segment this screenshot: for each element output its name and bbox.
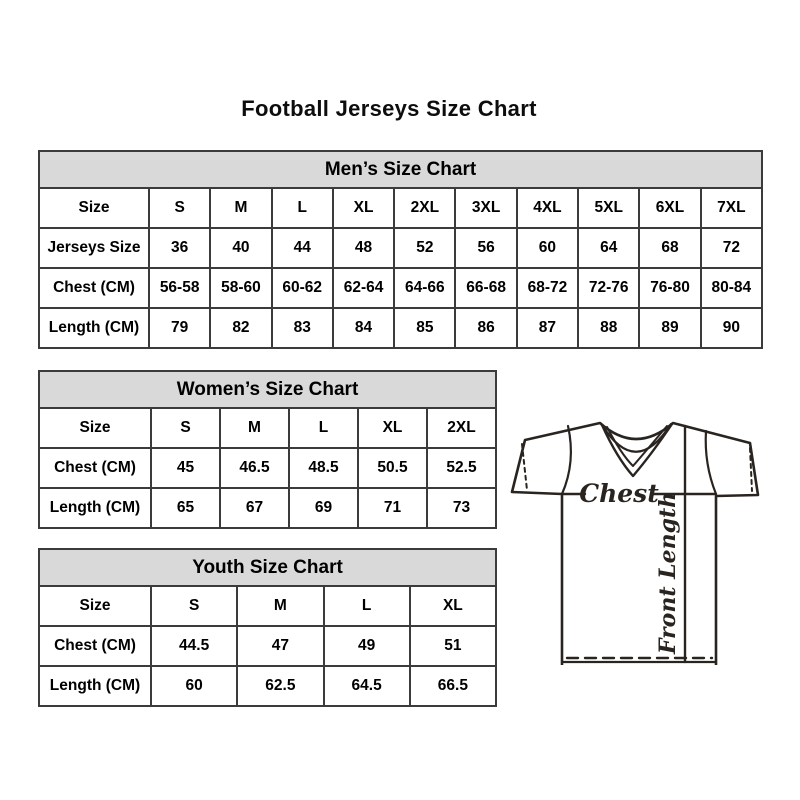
cell-value: 71 bbox=[358, 488, 427, 528]
cell-value: 48 bbox=[333, 228, 394, 268]
jersey-measurement-diagram bbox=[505, 410, 760, 665]
right-armhole-seam bbox=[706, 431, 716, 494]
cell-value: 7XL bbox=[701, 188, 762, 228]
table-title-row bbox=[39, 549, 496, 586]
cell-value: XL bbox=[410, 586, 496, 626]
cell-value: 76-80 bbox=[639, 268, 700, 308]
row-label: Size bbox=[39, 188, 149, 228]
youth-size-table bbox=[38, 548, 497, 707]
row-label: Jerseys Size bbox=[39, 228, 149, 268]
table-row bbox=[39, 666, 496, 706]
cell-value: 60-62 bbox=[272, 268, 333, 308]
cell-value: 89 bbox=[639, 308, 700, 348]
table-row bbox=[39, 268, 762, 308]
cell-value: S bbox=[151, 586, 237, 626]
cell-value: 36 bbox=[149, 228, 210, 268]
table-title: Women’s Size Chart bbox=[39, 371, 496, 408]
cell-value: 66-68 bbox=[455, 268, 516, 308]
cell-value: 2XL bbox=[394, 188, 455, 228]
table-row bbox=[39, 448, 496, 488]
cell-value: 66.5 bbox=[410, 666, 496, 706]
left-armhole-seam bbox=[562, 426, 571, 494]
cell-value: S bbox=[151, 408, 220, 448]
table-row bbox=[39, 308, 762, 348]
cell-value: 56-58 bbox=[149, 268, 210, 308]
row-label: Length (CM) bbox=[39, 666, 151, 706]
cell-value: 65 bbox=[151, 488, 220, 528]
row-label: Length (CM) bbox=[39, 308, 149, 348]
cell-value: 51 bbox=[410, 626, 496, 666]
table-row bbox=[39, 488, 496, 528]
cell-value: L bbox=[272, 188, 333, 228]
table-row bbox=[39, 228, 762, 268]
cell-value: 84 bbox=[333, 308, 394, 348]
cell-value: M bbox=[237, 586, 323, 626]
cell-value: 46.5 bbox=[220, 448, 289, 488]
cell-value: 62.5 bbox=[237, 666, 323, 706]
cell-value: L bbox=[289, 408, 358, 448]
cell-value: 90 bbox=[701, 308, 762, 348]
cell-value: 50.5 bbox=[358, 448, 427, 488]
cell-value: 44 bbox=[272, 228, 333, 268]
row-label: Size bbox=[39, 408, 151, 448]
cell-value: 47 bbox=[237, 626, 323, 666]
cell-value: S bbox=[149, 188, 210, 228]
cell-value: 68-72 bbox=[517, 268, 578, 308]
cell-value: 87 bbox=[517, 308, 578, 348]
cell-value: 64 bbox=[578, 228, 639, 268]
cell-value: 45 bbox=[151, 448, 220, 488]
cell-value: 82 bbox=[210, 308, 271, 348]
cell-value: M bbox=[210, 188, 271, 228]
jersey-outline-shape bbox=[512, 423, 758, 665]
cell-value: 62-64 bbox=[333, 268, 394, 308]
cell-value: 86 bbox=[455, 308, 516, 348]
cell-value: L bbox=[324, 586, 410, 626]
cell-value: XL bbox=[333, 188, 394, 228]
cell-value: XL bbox=[358, 408, 427, 448]
cell-value: M bbox=[220, 408, 289, 448]
cell-value: 79 bbox=[149, 308, 210, 348]
cell-value: 40 bbox=[210, 228, 271, 268]
cell-value: 64.5 bbox=[324, 666, 410, 706]
cell-value: 88 bbox=[578, 308, 639, 348]
cell-value: 48.5 bbox=[289, 448, 358, 488]
cell-value: 60 bbox=[517, 228, 578, 268]
row-label: Chest (CM) bbox=[39, 626, 151, 666]
cell-value: 64-66 bbox=[394, 268, 455, 308]
cell-value: 5XL bbox=[578, 188, 639, 228]
cell-value: 69 bbox=[289, 488, 358, 528]
page-title: Football Jerseys Size Chart bbox=[241, 96, 537, 121]
cell-value: 72 bbox=[701, 228, 762, 268]
mens-size-table bbox=[38, 150, 763, 349]
cell-value: 73 bbox=[427, 488, 496, 528]
chest-label: Chest bbox=[579, 479, 659, 508]
cell-value: 52.5 bbox=[427, 448, 496, 488]
cell-value: 4XL bbox=[517, 188, 578, 228]
row-label: Length (CM) bbox=[39, 488, 151, 528]
cell-value: 72-76 bbox=[578, 268, 639, 308]
table-title: Men’s Size Chart bbox=[39, 151, 762, 188]
cell-value: 67 bbox=[220, 488, 289, 528]
table-row bbox=[39, 626, 496, 666]
table-title-row bbox=[39, 371, 496, 408]
table-row bbox=[39, 188, 762, 228]
cell-value: 60 bbox=[151, 666, 237, 706]
cell-value: 6XL bbox=[639, 188, 700, 228]
row-label: Chest (CM) bbox=[39, 448, 151, 488]
cell-value: 52 bbox=[394, 228, 455, 268]
cell-value: 83 bbox=[272, 308, 333, 348]
row-label: Chest (CM) bbox=[39, 268, 149, 308]
cell-value: 68 bbox=[639, 228, 700, 268]
cell-value: 2XL bbox=[427, 408, 496, 448]
womens-size-table bbox=[38, 370, 497, 529]
cell-value: 80-84 bbox=[701, 268, 762, 308]
table-title-row bbox=[39, 151, 762, 188]
front-length-label: Front Length bbox=[655, 491, 681, 655]
cell-value: 44.5 bbox=[151, 626, 237, 666]
cell-value: 3XL bbox=[455, 188, 516, 228]
cell-value: 58-60 bbox=[210, 268, 271, 308]
cell-value: 49 bbox=[324, 626, 410, 666]
cell-value: 85 bbox=[394, 308, 455, 348]
table-row bbox=[39, 408, 496, 448]
cell-value: 56 bbox=[455, 228, 516, 268]
table-row bbox=[39, 586, 496, 626]
row-label: Size bbox=[39, 586, 151, 626]
table-title: Youth Size Chart bbox=[39, 549, 496, 586]
